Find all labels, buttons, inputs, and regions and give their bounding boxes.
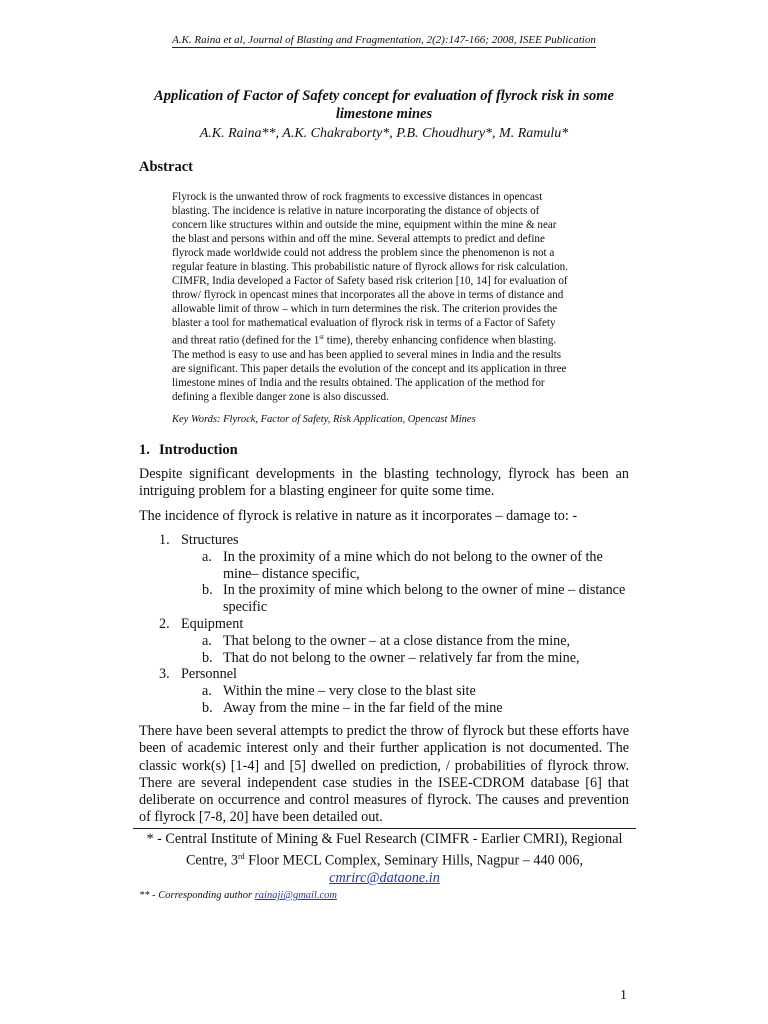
intro-paragraph-3: There have been several attempts to predict the throw of flyrock but these efforts have been of academic interest only and their further application is not documented. The classic work(s) [1-4] and [5] dwelled on prediction, / probabilities of flyrock throw. There are several independent case studies in the ISEE-CDROM database [6] that deliberate on occurrence and control measures of flyrock. The causes and prevention of flyrock [7-8, 20] have been detailed out.: [139, 723, 629, 826]
abstract-text-part2: time), thereby enhancing confidence when blasting. The method is easy to use and has been applied to several mines in India and the results are significant. This paper details the evolution of the concept and its application in three limestone mines of India and the results obtained. The application of the method for defining a flexible danger zone is also discussed.: [172, 334, 567, 403]
list-marker: b.: [202, 700, 213, 716]
list-subitem: [202, 683, 632, 700]
list-marker: b.: [202, 650, 213, 666]
affiliation-superscript: rd: [237, 852, 245, 862]
footnote-corresponding-author: [139, 890, 337, 901]
list-subitem: [202, 700, 632, 717]
intro-paragraph-2: The incidence of flyrock is relative in nature as it incorporates – damage to: -: [139, 508, 578, 524]
list-label: Equipment: [181, 616, 244, 632]
section-title: Introduction: [159, 442, 238, 458]
author-list: A.K. Raina**, A.K. Chakraborty*, P.B. Choudhury*, M. Ramulu*: [199, 126, 569, 141]
list-item: [159, 616, 243, 633]
list-subitem-text: That do not belong to the owner – relatively far from the mine,: [223, 650, 580, 666]
keywords: Key Words: Flyrock, Factor of Safety, Risk Application, Opencast Mines: [172, 414, 476, 425]
list-marker: b.: [202, 582, 213, 598]
list-subitem: [202, 633, 632, 650]
footnote-divider: [133, 828, 636, 829]
corresponding-prefix: ** - Corresponding author: [139, 890, 255, 901]
running-header: [0, 34, 768, 46]
list-subitem: [202, 582, 632, 617]
abstract-superscript: st: [319, 333, 324, 341]
list-subitem-text: That belong to the owner – at a close distance from the mine,: [223, 633, 571, 649]
corresponding-email-link[interactable]: rainaji@gmail.com: [254, 890, 337, 901]
list-marker: 3.: [159, 666, 170, 682]
page-number: 1: [620, 988, 627, 1003]
abstract-heading: Abstract: [139, 159, 193, 175]
list-subitem-text: Away from the mine – in the far field of the mine: [223, 700, 503, 716]
list-marker: a.: [202, 683, 212, 699]
list-marker: 1.: [159, 532, 170, 548]
abstract-body: [172, 190, 596, 404]
abstract-text-part1: Flyrock is the unwanted throw of rock fragments to excessive distances in opencast blasting. The incidence is relative in nature incorporating the distance of objects of concern like structures within and outside the mine, equipment within the mine & near the blast and persons within and off the mine. Several attempts to predict and define flyrock made worldwide could not address the problem since the phenomenon is not a regular feature in blasting. This probabilistic nature of flyrock allows for risk calculation. CIMFR, India developed a Factor of Safety based risk criterion [10, 14] for evaluation of throw/ flyrock in opencast mines that incorporates all the above in terms of distance and allowable limit of throw – which in turn determines the risk. The criterion provides the blaster a tool for mathematical evaluation of flyrock risk in terms of a Factor of Safety and threat ratio (defined for the 1: [172, 191, 568, 347]
list-marker: a.: [202, 549, 212, 565]
list-marker: a.: [202, 633, 212, 649]
list-subitem-text: Within the mine – very close to the blast site: [223, 683, 476, 699]
list-item: [159, 666, 237, 683]
affiliation-text-part1: * - Central Institute of Mining & Fuel Research (CIMFR - Earlier CMRI), Regional Centre, 3: [146, 831, 623, 870]
list-item: [159, 532, 239, 549]
footnote-affiliation: [133, 831, 636, 888]
paper-title: Application of Factor of Safety concept for evaluation of flyrock risk in some limestone mines: [154, 88, 614, 122]
list-marker: 2.: [159, 616, 170, 632]
list-label: Structures: [181, 532, 239, 548]
section-heading-introduction: [139, 442, 238, 459]
running-head-text: A.K. Raina et al, Journal of Blasting and Fragmentation, 2(2):147-166; 2008, ISEE Publication: [172, 34, 596, 46]
list-subitem: [202, 650, 632, 667]
section-number: 1.: [139, 442, 150, 458]
intro-paragraph-1: Despite significant developments in the blasting technology, flyrock has been an intriguing problem for a blasting engineer for quite some time.: [139, 466, 629, 500]
list-subitem: [202, 549, 632, 584]
affiliation-email-link[interactable]: cmrirc@dataone.in: [329, 870, 440, 887]
list-label: Personnel: [181, 666, 237, 682]
list-subitem-text: In the proximity of a mine which do not belong to the owner of the mine– distance specific,: [223, 549, 603, 583]
list-subitem-text: In the proximity of mine which belong to the owner of mine – distance specific: [223, 582, 626, 616]
affiliation-text-part2: Floor MECL Complex, Seminary Hills, Nagpur – 440 006,: [244, 853, 584, 870]
